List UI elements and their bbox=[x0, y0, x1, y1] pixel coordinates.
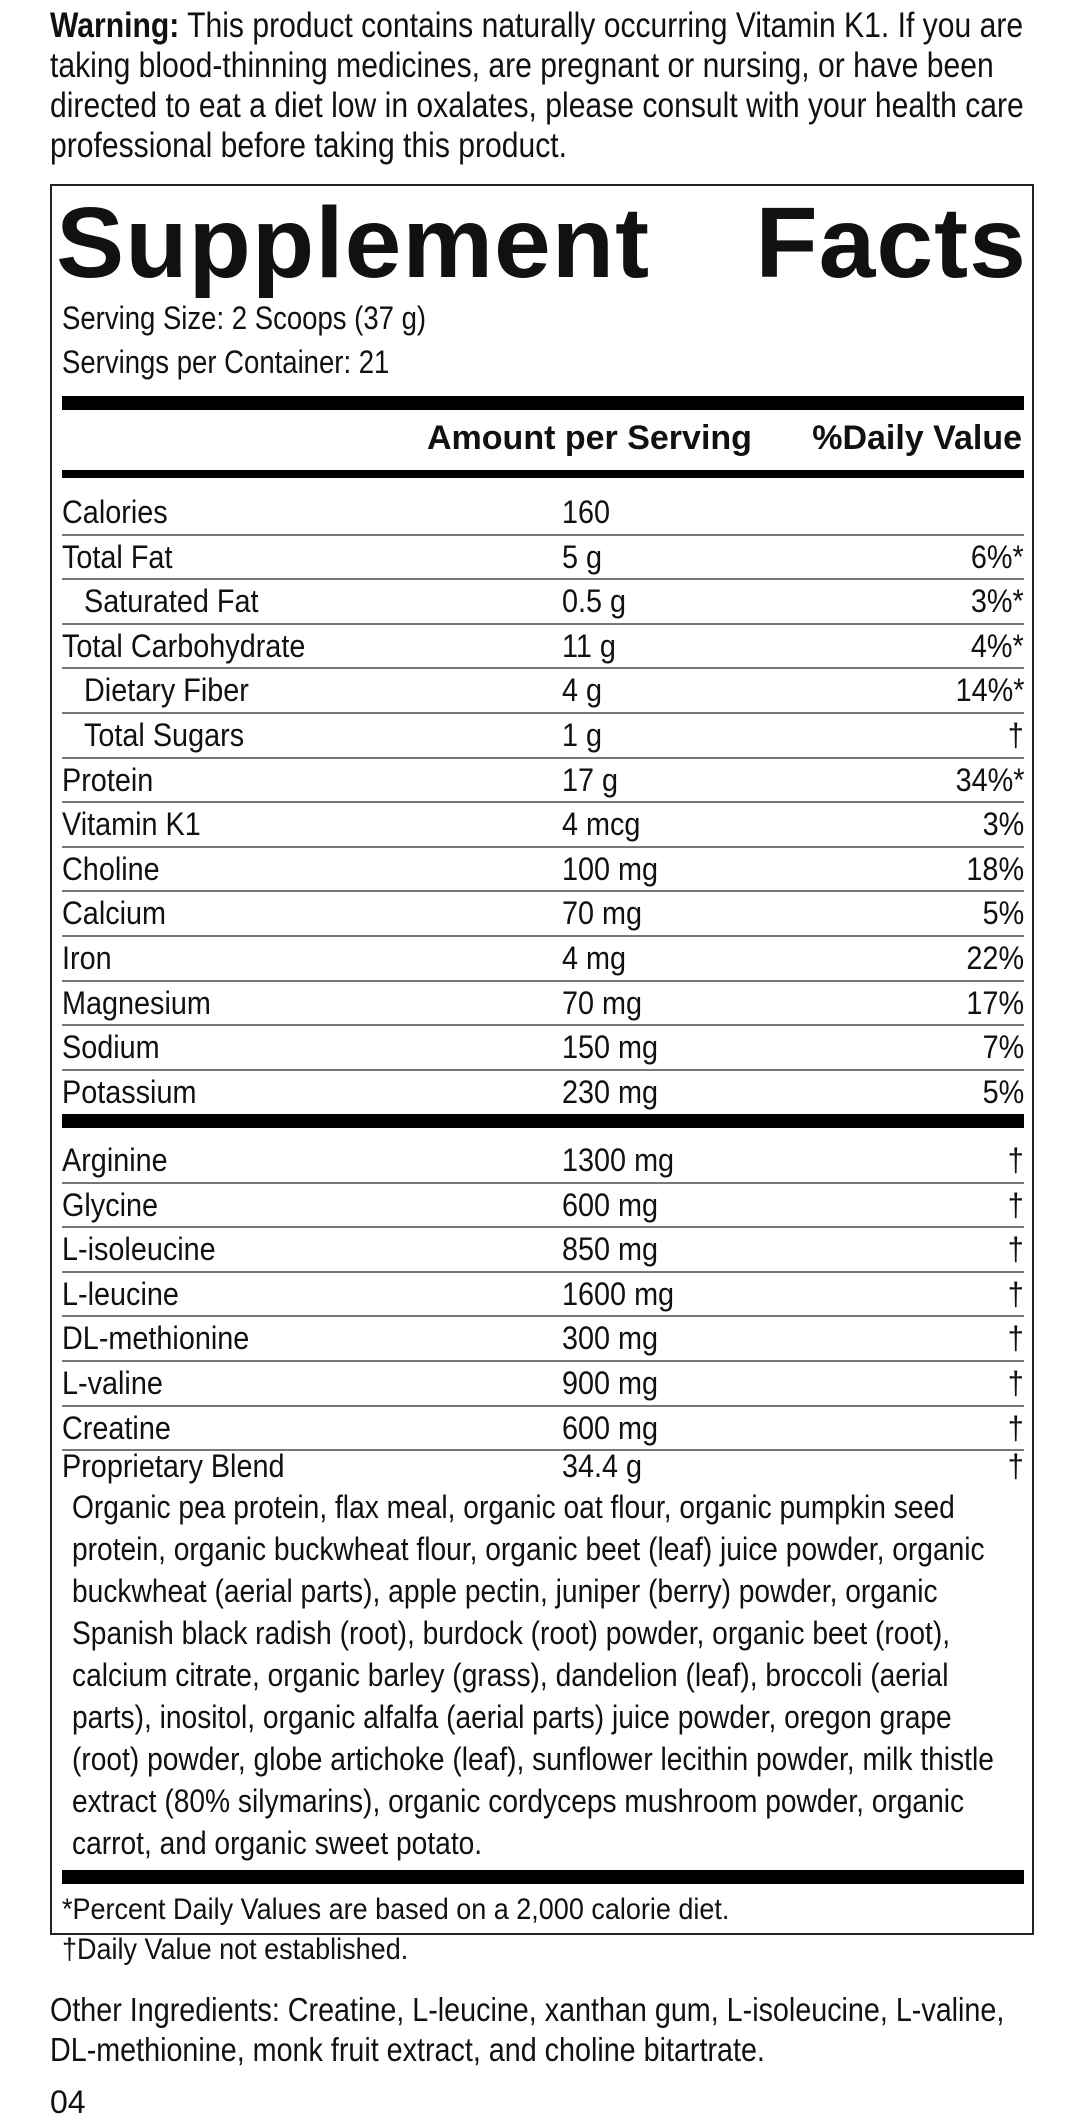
table-row bbox=[62, 1272, 1024, 1316]
table-row bbox=[62, 1227, 1024, 1271]
nutrient-daily-value: † bbox=[1007, 1320, 1024, 1357]
nutrient-amount: 300 mg bbox=[562, 1320, 659, 1357]
serving-size: Serving Size: 2 Scoops (37 g) bbox=[62, 300, 427, 336]
table-row bbox=[62, 490, 1024, 534]
supplement-facts-title bbox=[56, 187, 1027, 299]
nutrient-name: L-valine bbox=[62, 1365, 163, 1401]
nutrient-amount: 1600 mg bbox=[562, 1275, 675, 1312]
blend-amount: 34.4 g bbox=[562, 1448, 643, 1484]
nutrient-amount: 0.5 g bbox=[562, 583, 627, 620]
warning-label: Warning: bbox=[50, 6, 180, 45]
nutrient-daily-value: 7% bbox=[982, 1029, 1024, 1066]
table-row bbox=[62, 758, 1024, 802]
table-row bbox=[62, 1070, 1024, 1114]
table-row bbox=[62, 1406, 1024, 1450]
nutrient-name: Dietary Fiber bbox=[84, 672, 249, 709]
nutrient-name: Calories bbox=[62, 494, 168, 530]
footnote-percent: *Percent Daily Values are based on a 2,000 calorie diet. bbox=[62, 1893, 730, 1926]
table-row bbox=[62, 1183, 1024, 1227]
nutrient-name: Saturated Fat bbox=[84, 583, 259, 620]
nutrient-amount: 600 mg bbox=[562, 1186, 659, 1223]
nutrient-amount: 17 g bbox=[562, 761, 619, 798]
footnote-dagger: †Daily Value not established. bbox=[62, 1933, 409, 1966]
nutrient-name: Protein bbox=[62, 761, 154, 798]
thick-rule-top bbox=[62, 396, 1024, 410]
nutrient-daily-value: 14%* bbox=[955, 672, 1024, 709]
title-word-supplement: Supplement bbox=[56, 187, 651, 299]
nutrient-amount: 230 mg bbox=[562, 1073, 659, 1110]
nutrient-name: Glycine bbox=[62, 1186, 159, 1223]
thick-rule-mid bbox=[62, 1114, 1024, 1128]
nutrient-amount: 1 g bbox=[562, 717, 603, 753]
table-row bbox=[62, 802, 1024, 846]
nutrient-daily-value: 22% bbox=[966, 940, 1024, 976]
nutrient-amount: 4 mg bbox=[562, 940, 627, 976]
table-row bbox=[62, 891, 1024, 935]
table-row bbox=[62, 936, 1024, 980]
nutrient-daily-value: 3%* bbox=[971, 583, 1024, 620]
nutrient-amount: 600 mg bbox=[562, 1409, 659, 1446]
nutrient-daily-value: 3% bbox=[982, 806, 1024, 843]
nutrient-name: Arginine bbox=[62, 1142, 168, 1178]
nutrient-amount: 900 mg bbox=[562, 1365, 659, 1401]
nutrient-daily-value: 17% bbox=[966, 984, 1024, 1021]
nutrient-amount: 150 mg bbox=[562, 1029, 659, 1066]
daily-value-header: %Daily Value bbox=[812, 419, 1022, 457]
nutrient-name: Total Carbohydrate bbox=[62, 627, 306, 664]
nutrient-name: Iron bbox=[62, 940, 112, 976]
nutrient-name: DL-methionine bbox=[62, 1320, 250, 1357]
nutrient-daily-value: † bbox=[1007, 1186, 1024, 1223]
nutrient-daily-value: † bbox=[1007, 1275, 1024, 1312]
nutrient-daily-value: 4%* bbox=[971, 627, 1024, 664]
nutrient-name: Creatine bbox=[62, 1409, 171, 1446]
nutrient-name: Total Fat bbox=[62, 538, 173, 575]
header-rule bbox=[62, 470, 1024, 478]
nutrient-name: L-leucine bbox=[62, 1275, 179, 1312]
nutrient-name: Magnesium bbox=[62, 984, 211, 1021]
nutrient-daily-value: 18% bbox=[966, 850, 1024, 887]
nutrient-daily-value: 34%* bbox=[955, 761, 1024, 798]
blend-dv: † bbox=[1007, 1448, 1024, 1484]
table-row bbox=[62, 1025, 1024, 1069]
nutrient-daily-value: † bbox=[1007, 1409, 1024, 1446]
nutrient-daily-value: 5% bbox=[982, 1073, 1024, 1110]
blend-row bbox=[62, 1444, 1024, 1488]
nutrient-amount: 4 g bbox=[562, 672, 603, 709]
servings-per-container: Servings per Container: 21 bbox=[62, 344, 390, 380]
table-row bbox=[62, 1138, 1024, 1182]
nutrient-amount: 70 mg bbox=[562, 984, 643, 1021]
nutrient-name: Total Sugars bbox=[84, 717, 245, 753]
table-row bbox=[62, 1316, 1024, 1360]
nutrient-amount: 11 g bbox=[562, 627, 616, 664]
nutrient-daily-value: † bbox=[1007, 717, 1024, 753]
nutrient-amount: 160 bbox=[562, 494, 611, 530]
warning-body: This product contains naturally occurring Vitamin K1. If you are taking blood-thinning medicines, are pregnant or nursing, or have been directed to eat a diet low in oxalates, please consult with your health care professional before taking this product. bbox=[50, 6, 1024, 165]
table-row bbox=[62, 668, 1024, 712]
amount-per-serving-header: Amount per Serving bbox=[427, 419, 752, 457]
other-ingredients: Other Ingredients: Creatine, L-leucine, xanthan gum, L-isoleucine, L-valine, DL-methionine, monk fruit extract, and choline bitartrate. bbox=[50, 1991, 1005, 2068]
page-number: 04 bbox=[50, 2084, 86, 2120]
supplement-facts-panel bbox=[50, 184, 1034, 1966]
nutrient-name: Potassium bbox=[62, 1073, 197, 1110]
nutrient-amount: 5 g bbox=[562, 538, 603, 575]
nutrient-daily-value: † bbox=[1007, 1231, 1024, 1268]
table-row bbox=[62, 579, 1024, 623]
nutrient-amount: 1300 mg bbox=[562, 1142, 675, 1178]
nutrient-amount: 850 mg bbox=[562, 1231, 659, 1268]
table-row bbox=[62, 713, 1024, 757]
table-row bbox=[62, 624, 1024, 668]
nutrient-name: Vitamin K1 bbox=[62, 806, 201, 843]
nutrient-daily-value: 5% bbox=[982, 895, 1024, 932]
table-row bbox=[62, 981, 1024, 1025]
nutrient-name: Choline bbox=[62, 850, 160, 887]
blend-description: Organic pea protein, flax meal, organic oat flour, organic pumpkin seed protein, organic buckwheat flour, organic beet (leaf) juice powder, organic buckwheat (aerial parts), apple pectin, juniper (berry) powder, organic Spanish black radish (root), burdock (root) powder, organic beet (root), calcium citrate, organic barley (grass), dandelion (leaf), broccoli (aerial parts), inositol, organic alfalfa (aerial parts) juice powder, oregon grape (root) powder, globe artichoke (leaf), sunflower lecithin powder, milk thistle extract (80% silymarins), organic cordyceps mushroom powder, organic carrot, and organic sweet potato. bbox=[72, 1489, 994, 1861]
nutrient-name: Sodium bbox=[62, 1029, 160, 1066]
table-row bbox=[62, 847, 1024, 891]
table-row bbox=[62, 535, 1024, 579]
title-word-facts: Facts bbox=[755, 187, 1027, 299]
warning-text bbox=[50, 6, 1073, 166]
nutrient-daily-value: † bbox=[1007, 1142, 1024, 1178]
nutrient-daily-value: † bbox=[1007, 1365, 1024, 1401]
table-row bbox=[62, 1361, 1024, 1405]
thick-rule-bottom bbox=[62, 1870, 1024, 1884]
nutrient-amount: 4 mcg bbox=[562, 806, 641, 843]
nutrient-daily-value: 6%* bbox=[971, 538, 1024, 575]
nutrient-name: L-isoleucine bbox=[62, 1231, 216, 1268]
nutrient-amount: 70 mg bbox=[562, 895, 643, 932]
nutrient-name: Calcium bbox=[62, 895, 167, 932]
blend-name: Proprietary Blend bbox=[62, 1448, 285, 1484]
nutrient-amount: 100 mg bbox=[562, 850, 659, 887]
